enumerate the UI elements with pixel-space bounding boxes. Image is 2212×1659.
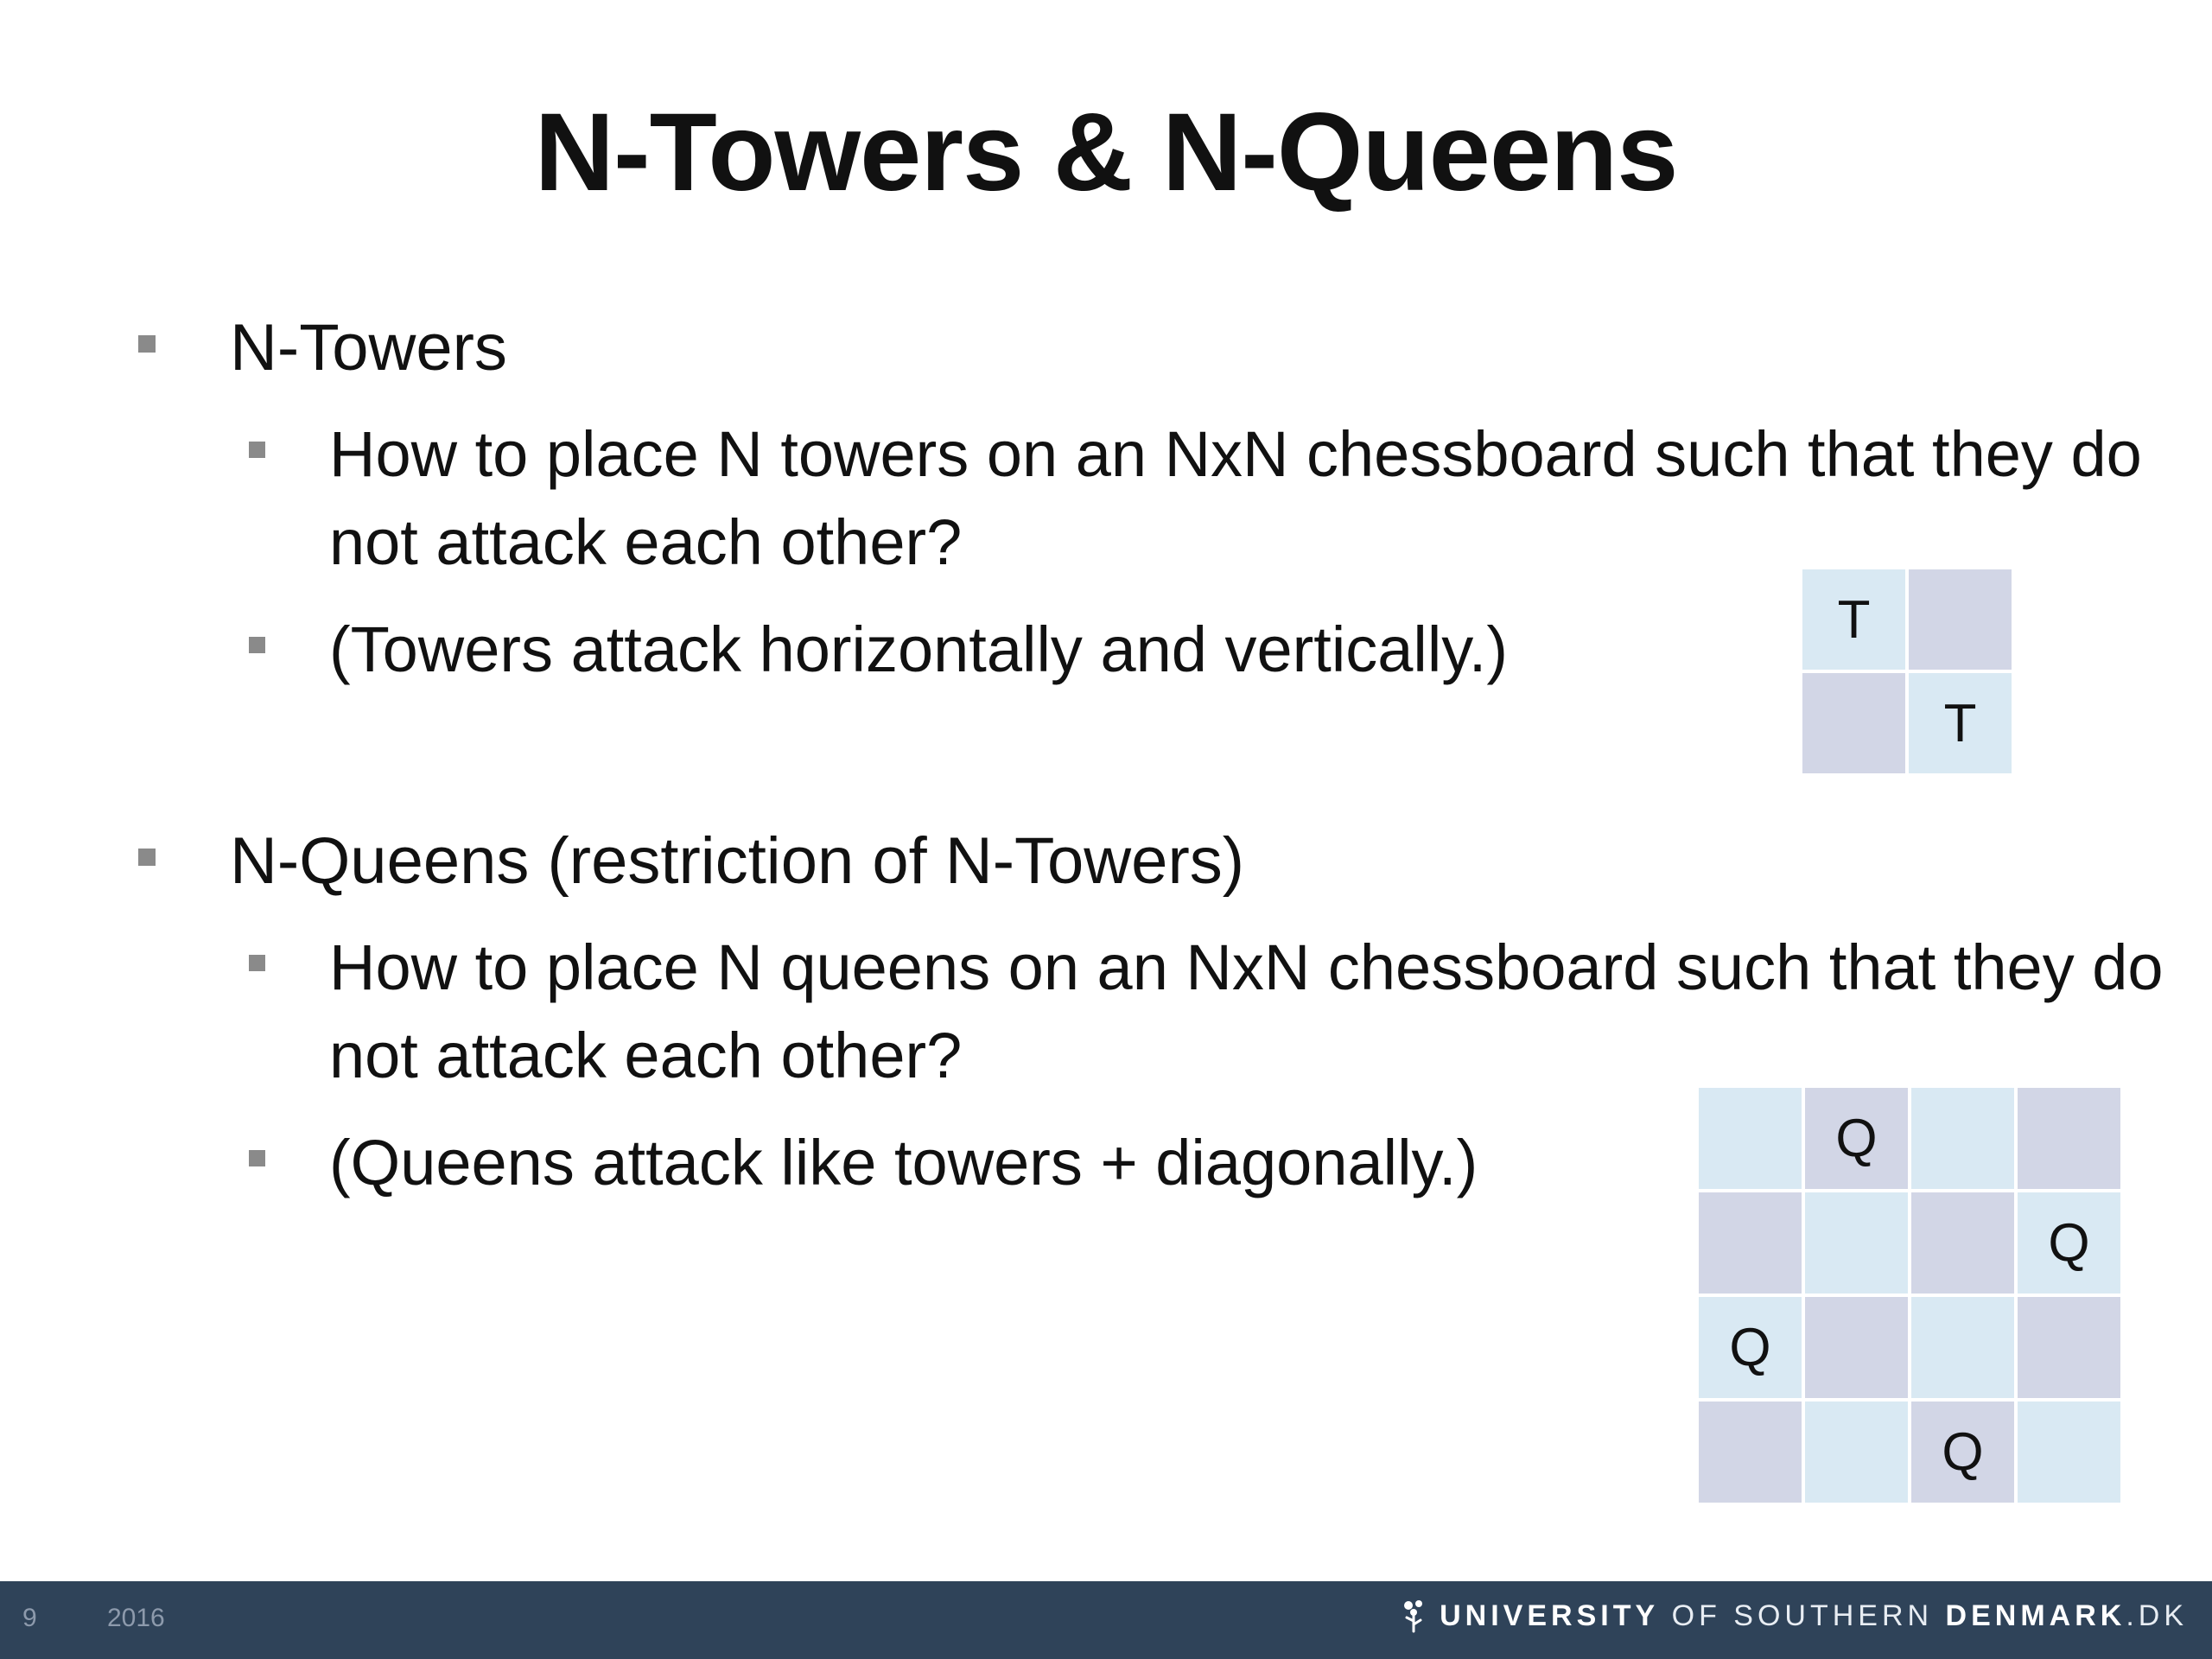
- bullet-text: (Towers attack horizontally and vertically.): [329, 613, 1509, 685]
- board-cell: [1805, 1192, 1908, 1294]
- brand-of-southern: OF SOUTHERN: [1671, 1599, 1934, 1632]
- footer-year: 2016: [107, 1604, 165, 1632]
- university-brand: [1395, 1597, 2188, 1635]
- board-cell: Q: [1805, 1088, 1908, 1189]
- board-cell: T: [1802, 569, 1905, 670]
- brand-denmark: DENMARK: [1945, 1599, 2126, 1632]
- board-cell: Q: [1699, 1297, 1802, 1398]
- bullet-marker-icon: [249, 442, 265, 458]
- board-cell: [1699, 1402, 1802, 1503]
- board-cell: [2018, 1297, 2120, 1398]
- board-cell: [1699, 1192, 1802, 1294]
- board-cell: [1911, 1192, 2014, 1294]
- board-cell: [1805, 1297, 1908, 1398]
- bullet-text: N-Towers: [230, 311, 507, 385]
- board-cell: T: [1909, 673, 2012, 773]
- bullet-n-queens: [138, 817, 1244, 906]
- sdu-logo-icon: [1395, 1597, 1433, 1635]
- brand-domain: .DK: [2126, 1599, 2188, 1632]
- board-cell: [1909, 569, 2012, 670]
- sub-bullet-towers-question: [249, 410, 2178, 587]
- bullet-marker-icon: [249, 955, 265, 971]
- sub-bullet-queens-question: [249, 924, 2178, 1100]
- bullet-marker-icon: [249, 1150, 265, 1166]
- brand-university: UNIVERSITY: [1440, 1599, 1660, 1632]
- bullet-marker-icon: [249, 637, 265, 653]
- board-cell: [2018, 1402, 2120, 1503]
- queens-chessboard: [1699, 1088, 2120, 1503]
- bullet-text: How to place N queens on an NxN chessboard such that they do not attack each other?: [329, 931, 2164, 1091]
- bullet-n-towers: [138, 304, 507, 392]
- slide-title: N-Towers & N-Queens: [534, 91, 1678, 214]
- board-cell: Q: [1911, 1402, 2014, 1503]
- bullet-marker-icon: [138, 335, 156, 353]
- board-cell: [1699, 1088, 1802, 1189]
- board-cell: [1911, 1088, 2014, 1189]
- page-number: 9: [22, 1604, 37, 1632]
- board-cell: [1911, 1297, 2014, 1398]
- board-cell: [1805, 1402, 1908, 1503]
- board-cell: [2018, 1088, 2120, 1189]
- board-cell: [1802, 673, 1905, 773]
- bullet-text: (Queens attack like towers + diagonally.): [329, 1127, 1478, 1198]
- footer-bar: [0, 1581, 2212, 1659]
- towers-chessboard: [1802, 569, 2012, 773]
- board-cell: Q: [2018, 1192, 2120, 1294]
- bullet-text: How to place N towers on an NxN chessboard such that they do not attack each other?: [329, 418, 2142, 578]
- bullet-marker-icon: [138, 849, 156, 866]
- bullet-text: N-Queens (restriction of N-Towers): [230, 824, 1245, 898]
